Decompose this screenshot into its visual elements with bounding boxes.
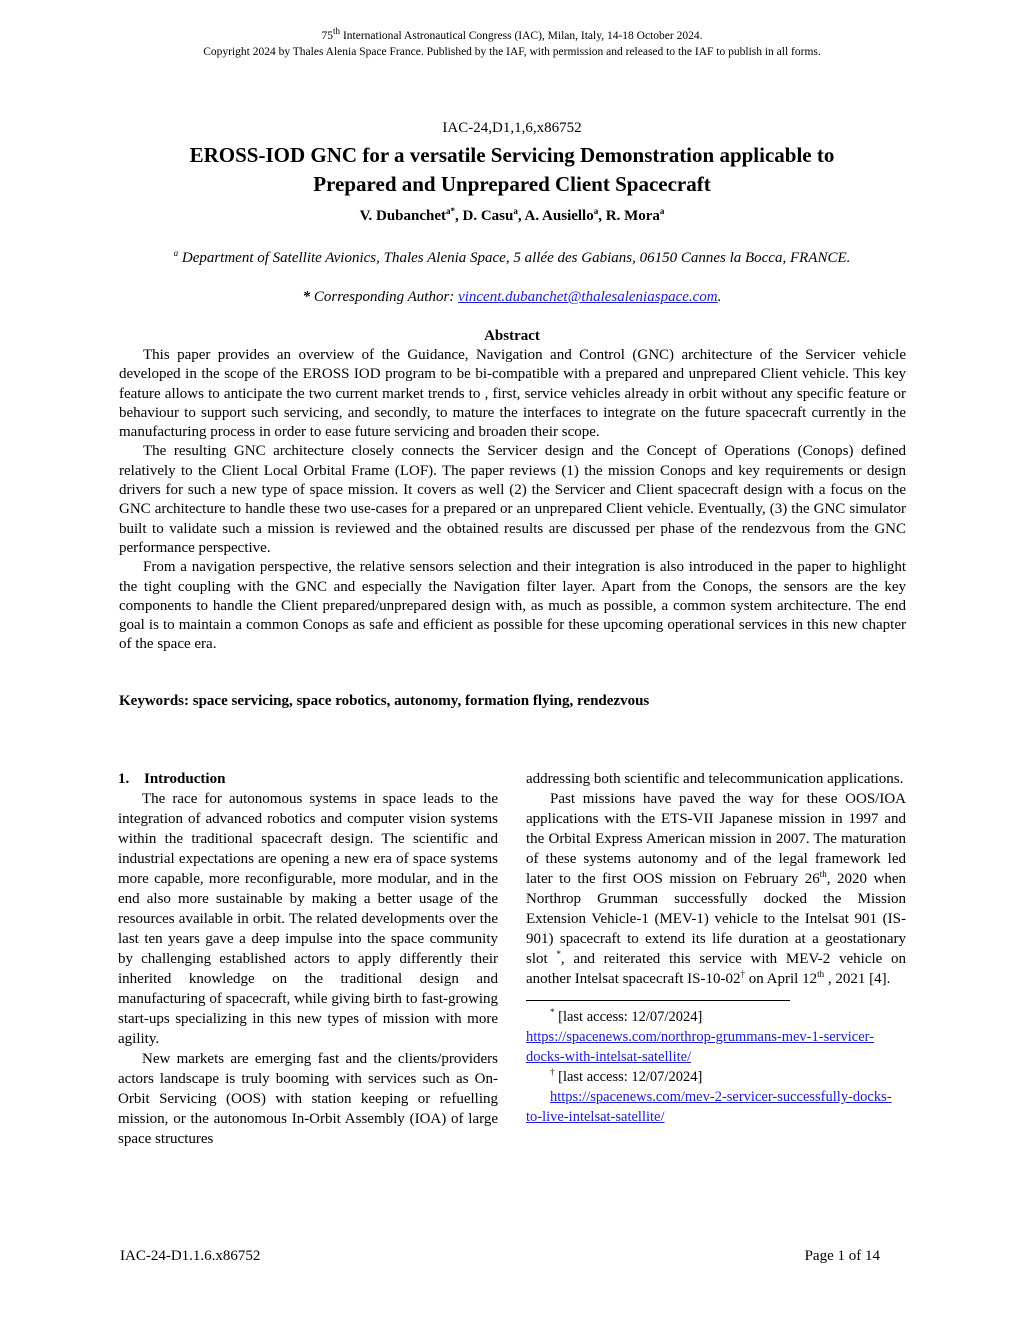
- section-title: Introduction: [144, 771, 226, 787]
- intro-paragraph-2-continued: addressing both scientific and telecommunication applications.: [526, 771, 904, 787]
- intro-paragraph-3: Past missions have paved the way for these OOS/IOA applications with the ETS-VII Japanese mission in 1997 and the Orbital Express American mission in 2007. The maturation of these systems autonomy and of the legal framework led later to the first OOS mission on February 26th, 2020 when Northrop Grumman successfully docked the Mission Extension Vehicle-1 (MEV-1) vehicle to the Intelsat 901 (IS-901) spacecraft to extend its life duration at a geostationary slot *, and reiterated this service with MEV-2 vehicle on another Intelsat spacecraft IS-10-02† on April 12th , 2021 [4].: [526, 791, 906, 987]
- affiliation: [0, 250, 1024, 267]
- authors: [0, 208, 1024, 225]
- footnote-1: [526, 1007, 906, 1067]
- corresponding-email-link[interactable]: vincent.dubanchet@thalesaleniaspace.com: [458, 289, 718, 305]
- section-number: 1.: [118, 771, 130, 787]
- conference-header: 75th International Astronautical Congress (IAC), Milan, Italy, 14-18 October 2024.: [321, 26, 703, 42]
- copyright-line: Copyright 2024 by Thales Alenia Space France. Published by the IAF, with permission and released to the IAF to publish in all forms.: [203, 46, 821, 58]
- intro-paragraph-2: New markets are emerging fast and the clients/providers actors landscape is truly booming with services such as On-Orbit Servicing (OOS) with station keeping or refuelling mission, or the autonomous In-Orbit Assembly (IOA) of large space structures: [118, 1051, 498, 1147]
- section-heading: [118, 769, 498, 789]
- footnote-text: [last access: 12/07/2024]: [554, 1009, 703, 1025]
- abstract-paragraph: From a navigation perspective, the relative sensors selection and their integration is also introduced in the paper to highlight the tight coupling with the GNC and especially the Navigation filter layer. Apart from the Conops, the sensors are the key components to handle the Client prepared/unprepared design with, as much as possible, a common system architecture. The end goal is to maintain a common Conops as safe and efficient as possible for these upcoming operational services in this new chapter of the space era.: [119, 559, 906, 653]
- corresponding-label: * Corresponding Author:: [302, 289, 459, 305]
- author-list: V. Dubanchet$^{a*}$, D. Casu$^a$, A. Ausiello$^a$, R. Mora$^a$: [359, 206, 665, 224]
- intro-paragraph-1: The race for autonomous systems in space leads to the integration of advanced robotics and computer vision systems within the traditional spacecraft design. The scientific and industrial expectations are opening a new era of space systems more capable, more reconfigurable, more modular, and in the end also more sustainable by making a better usage of the resources available in orbit. The related developments over the last ten years gave a deep impulse into the space community by challenging established actors to apply differently their inherited knowledge on the traditional design and manufacturing of spacecraft, while giving birth to fast-growing start-ups specializing in this new types of mission with more agility.: [118, 791, 498, 1047]
- footnote-marker: *: [550, 1007, 555, 1018]
- title-line-1: EROSS-IOD GNC for a versatile Servicing Demonstration applicable to: [189, 143, 835, 167]
- abstract-heading: Abstract: [484, 328, 540, 344]
- footnote-2: [526, 1067, 906, 1127]
- corresponding-author: * Corresponding Author: vincent.dubanchet@thalesaleniaspace.com.: [302, 289, 722, 305]
- footer-paper-id: IAC-24-D1.1.6.x86752: [120, 1248, 261, 1264]
- abstract-body: [119, 346, 906, 655]
- title-line-2: Prepared and Unprepared Client Spacecraft: [313, 172, 711, 196]
- affiliation-text: $^a$ Department of Satellite Avionics, Thales Alenia Space, 5 allée des Gabians, 06150 Cannes la Bocca, FRANCE.: [173, 248, 851, 266]
- abstract-paragraph: The resulting GNC architecture closely connects the Servicer design and the Concept of Operations (Conops) defined relatively to the Client Local Orbital Frame (LOF). The paper reviews (1) the mission Conops and key requirements or design drivers for such a new type of space mission. It covers as well (2) the Servicer and Client spacecraft design with a focus on the GNC architecture to handle these two use-cases for a prepared or an unprepared Client vehicle. Eventually, (3) the GNC simulator built to validate such a mission is reviewed and the obtained results are discussed per phase of the rendezvous from the GNC performance perspective.: [119, 443, 906, 556]
- footnote-link[interactable]: https://spacenews.com/northrop-grummans-mev-1-servicer-docks-with-intelsat-satellite/: [526, 1029, 875, 1065]
- column-right: [526, 769, 906, 1127]
- paper-id: IAC-24,D1,1,6,x86752: [442, 120, 582, 136]
- footnote-text: [last access: 12/07/2024]: [554, 1069, 703, 1085]
- abstract-paragraph: This paper provides an overview of the Guidance, Navigation and Control (GNC) architecture of the Servicer vehicle developed in the scope of the EROSS IOD program to be bi-compatible with a prepared and unprepared Client vehicle. This key feature allows to anticipate the two current market trends to , first, service vehicles already in orbit without any specific feature or behaviour to support such servicing, and secondly, to mature the interfaces to integrate on the future spacecraft currently in the manufacturing process in order to ease future servicing and broaden their scope.: [119, 347, 906, 441]
- footnote-divider: [526, 1000, 790, 1001]
- keywords: Keywords: space servicing, space robotics, autonomy, formation flying, rendezvous: [119, 693, 650, 709]
- page-number: Page 1 of 14: [804, 1248, 880, 1264]
- column-left: [118, 769, 498, 1149]
- paper-title: [0, 141, 1024, 199]
- footnote-link[interactable]: https://spacenews.com/mev-2-servicer-successfully-docks-to-live-intelsat-satellite/: [526, 1089, 892, 1125]
- footnote-marker: †: [550, 1067, 555, 1078]
